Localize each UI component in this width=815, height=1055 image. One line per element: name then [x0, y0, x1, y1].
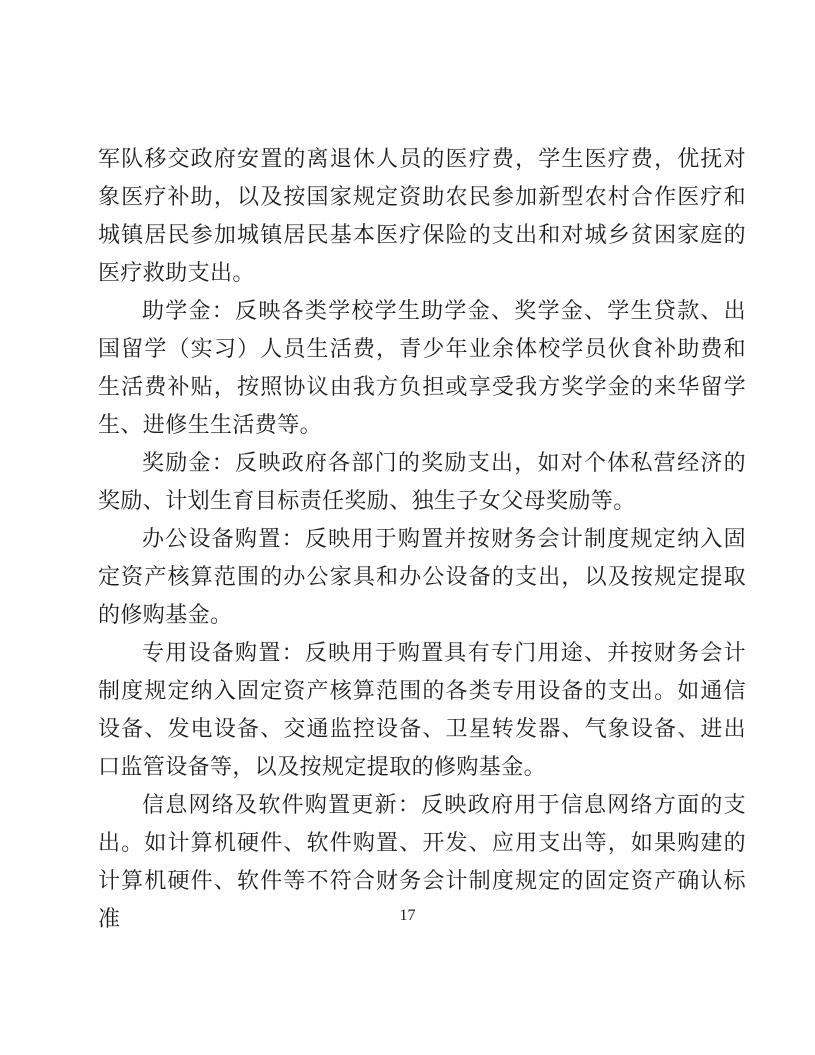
para-scholarship-grant: 助学金：反映各类学校学生助学金、奖学金、学生贷款、出国留学（实习）人员生活费，青少年业余体校学员伙食补助费和生活费补贴，按照协议由我方负担或享受我方奖学金的来华留学生、进修生生活费等。 [98, 298, 746, 437]
page-number: 17 [399, 907, 416, 924]
document-body [98, 140, 746, 938]
para-special-equipment-purchase: 专用设备购置：反映用于购置具有专门用途、并按财务会计制度规定纳入固定资产核算范围的各类专用设备的支出。如通信设备、发电设备、交通监控设备、卫星转发器、气象设备、进出口监管设备等，以及按规定提取的修购基金。 [98, 640, 746, 779]
para-medical-aid-continuation: 军队移交政府安置的离退休人员的医疗费，学生医疗费，优抚对象医疗补助，以及按国家规定资助农民参加新型农村合作医疗和城镇居民参加城镇居民基本医疗保险的支出和对城乡贫困家庭的医疗救助支出。 [98, 146, 746, 285]
para-office-equipment-purchase: 办公设备购置：反映用于购置并按财务会计制度规定纳入固定资产核算范围的办公家具和办公设备的支出，以及按规定提取的修购基金。 [98, 526, 746, 627]
para-reward-fund: 奖励金：反映政府各部门的奖励支出，如对个体私营经济的奖励、计划生育目标责任奖励、独生子女父母奖励等。 [98, 450, 746, 513]
para-information-network-software: 信息网络及软件购置更新：反映政府用于信息网络方面的支出。如计算机硬件、软件购置、开发、应用支出等，如果购建的计算机硬件、软件等不符合财务会计制度规定的固定资产确认标准 [98, 792, 746, 931]
